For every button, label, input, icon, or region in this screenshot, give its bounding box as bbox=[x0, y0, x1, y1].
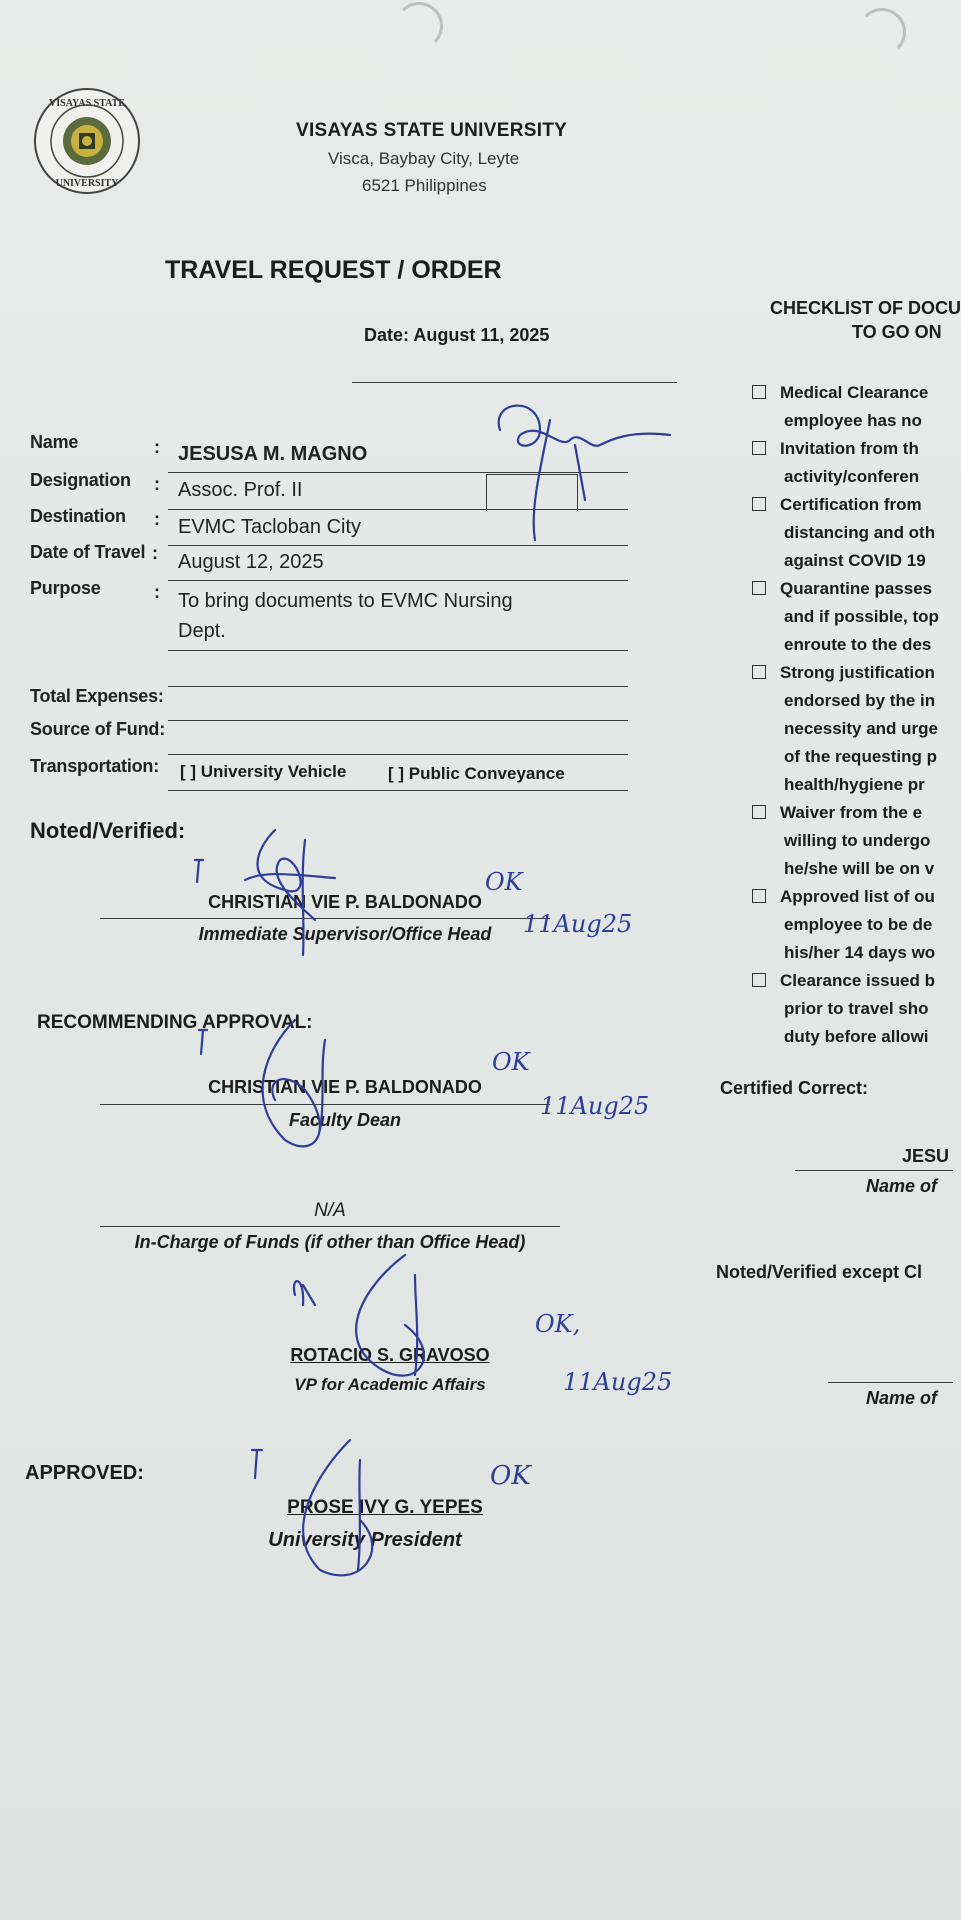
checklist-item-4: Quarantine passes and if possible, top enroute to the des bbox=[752, 575, 939, 659]
designation-colon: : bbox=[154, 474, 160, 494]
vp-role: VP for Academic Affairs bbox=[294, 1375, 486, 1394]
svg-text:11Aug25: 11Aug25 bbox=[523, 910, 633, 938]
university-address-line2: 6521 Philippines bbox=[362, 176, 487, 195]
destination-label: Destination bbox=[30, 506, 126, 526]
checklist-item-2: Invitation from th activity/conferen bbox=[752, 435, 919, 491]
noted-except-role: Name of bbox=[866, 1388, 938, 1408]
noted-except-line bbox=[828, 1382, 953, 1383]
date-of-travel-colon: : bbox=[152, 543, 158, 563]
destination-line bbox=[168, 545, 628, 546]
vp-signature bbox=[285, 1245, 485, 1395]
purpose-line-b bbox=[168, 686, 628, 687]
name-label: Name bbox=[30, 432, 79, 452]
university-name: VISAYAS STATE UNIVERSITY bbox=[296, 120, 568, 141]
checklist-item-7: Approved list of ou employee to be de his/her 14 days wo bbox=[752, 883, 935, 967]
funds-role: In-Charge of Funds (if other than Office Head) bbox=[134, 1232, 526, 1252]
checklist-title-line1: CHECKLIST OF DOCU bbox=[770, 298, 961, 318]
name-line bbox=[168, 472, 628, 473]
transport-option-university-vehicle: [ ] University Vehicle bbox=[180, 762, 347, 781]
president-role: University President bbox=[268, 1529, 462, 1551]
approved-label: APPROVED: bbox=[25, 1462, 144, 1484]
certified-role: Name of bbox=[866, 1176, 938, 1196]
svg-text:11Aug25: 11Aug25 bbox=[563, 1368, 673, 1396]
certified-name: JESU bbox=[902, 1146, 950, 1166]
svg-text:UNIVERSITY: UNIVERSITY bbox=[55, 178, 119, 189]
svg-text:VISAYAS STATE: VISAYAS STATE bbox=[49, 98, 125, 109]
punch-hole-right bbox=[858, 8, 906, 56]
transportation-label: Transportation: bbox=[30, 756, 160, 776]
recommending-approval-label: RECOMMENDING APPROVAL: bbox=[37, 1012, 313, 1033]
funds-value: N/A bbox=[314, 1200, 346, 1221]
purpose-line-a bbox=[168, 650, 628, 651]
checklist-item-1: Medical Clearance employee has no bbox=[752, 379, 928, 435]
dean-role: Faculty Dean bbox=[288, 1110, 402, 1130]
noted-verified-label: Noted/Verified: bbox=[30, 818, 186, 843]
source-of-fund-line bbox=[168, 754, 628, 755]
checkbox-2[interactable] bbox=[752, 441, 766, 455]
source-of-fund-label: Source of Fund: bbox=[30, 719, 165, 739]
purpose-colon: : bbox=[154, 582, 160, 602]
checkbox-7[interactable] bbox=[752, 889, 766, 903]
date-row bbox=[364, 325, 549, 346]
university-address-line1: Visca, Baybay City, Leyte bbox=[328, 149, 520, 168]
checklist-item-8: Clearance issued b prior to travel sho duty before allowi bbox=[752, 967, 935, 1051]
svg-text:11Aug25: 11Aug25 bbox=[540, 1092, 650, 1120]
checkbox-6[interactable] bbox=[752, 805, 766, 819]
form-title: TRAVEL REQUEST / ORDER bbox=[165, 256, 502, 284]
checklist-title-line2: TO GO ON bbox=[852, 322, 942, 342]
vp-ok-annotation bbox=[535, 1300, 673, 1410]
funds-line bbox=[100, 1226, 560, 1227]
destination-value: EVMC Tacloban City bbox=[178, 516, 362, 538]
designation-box bbox=[486, 474, 578, 511]
checkbox-8[interactable] bbox=[752, 973, 766, 987]
checkbox-3[interactable] bbox=[752, 497, 766, 511]
supervisor-name: CHRISTIAN VIE P. BALDONADO bbox=[208, 892, 482, 912]
president-ok-annotation bbox=[490, 1450, 560, 1500]
purpose-label: Purpose bbox=[30, 578, 101, 598]
total-expenses-label: Total Expenses: bbox=[30, 686, 164, 706]
date-line bbox=[352, 382, 677, 383]
svg-text:OK,: OK, bbox=[535, 1310, 581, 1338]
name-value: JESUSA M. MAGNO bbox=[178, 443, 368, 465]
requester-signature bbox=[480, 390, 680, 550]
dean-line bbox=[100, 1104, 550, 1105]
designation-label: Designation bbox=[30, 470, 131, 490]
certified-line bbox=[795, 1170, 953, 1171]
designation-value: Assoc. Prof. II bbox=[178, 479, 303, 501]
date-of-travel-value: August 12, 2025 bbox=[178, 551, 324, 573]
checklist-item-5: Strong justification endorsed by the in necessity and urge of the requesting p health/hygiene pr bbox=[752, 659, 938, 799]
president-name: PROSE IVY G. YEPES bbox=[287, 1497, 483, 1518]
destination-colon: : bbox=[154, 509, 160, 529]
checkbox-4[interactable] bbox=[752, 581, 766, 595]
name-colon: : bbox=[154, 437, 160, 457]
total-expenses-line bbox=[168, 720, 628, 721]
punch-hole-left bbox=[395, 2, 443, 50]
checklist-item-3: Certification from distancing and oth against COVID 19 bbox=[752, 491, 935, 575]
supervisor-role: Immediate Supervisor/Office Head bbox=[198, 924, 492, 944]
transportation-line bbox=[168, 790, 628, 791]
transport-option-public-conveyance: [ ] Public Conveyance bbox=[388, 764, 565, 783]
dean-name: CHRISTIAN VIE P. BALDONADO bbox=[208, 1077, 482, 1097]
svg-text:OK: OK bbox=[492, 1048, 530, 1076]
date-of-travel-line bbox=[168, 580, 628, 581]
vp-name: ROTACIO S. GRAVOSO bbox=[290, 1345, 490, 1365]
date-label: Date: bbox=[364, 325, 410, 345]
checkbox-1[interactable] bbox=[752, 385, 766, 399]
supervisor-line bbox=[100, 918, 550, 919]
noted-except-label: Noted/Verified except Cl bbox=[716, 1262, 923, 1282]
checkbox-5[interactable] bbox=[752, 665, 766, 679]
certified-correct-label: Certified Correct: bbox=[720, 1078, 869, 1098]
svg-text:OK: OK bbox=[485, 868, 523, 896]
date-value: August 11, 2025 bbox=[413, 325, 550, 345]
checklist-item-6: Waiver from the e willing to undergo he/she will be on v bbox=[752, 799, 934, 883]
date-of-travel-label: Date of Travel bbox=[30, 542, 146, 562]
purpose-line1: To bring documents to EVMC Nursing bbox=[178, 590, 513, 612]
university-seal-logo bbox=[32, 86, 142, 196]
svg-text:OK: OK bbox=[490, 1461, 531, 1491]
purpose-line2: Dept. bbox=[178, 620, 226, 642]
checklist-title bbox=[770, 296, 961, 344]
